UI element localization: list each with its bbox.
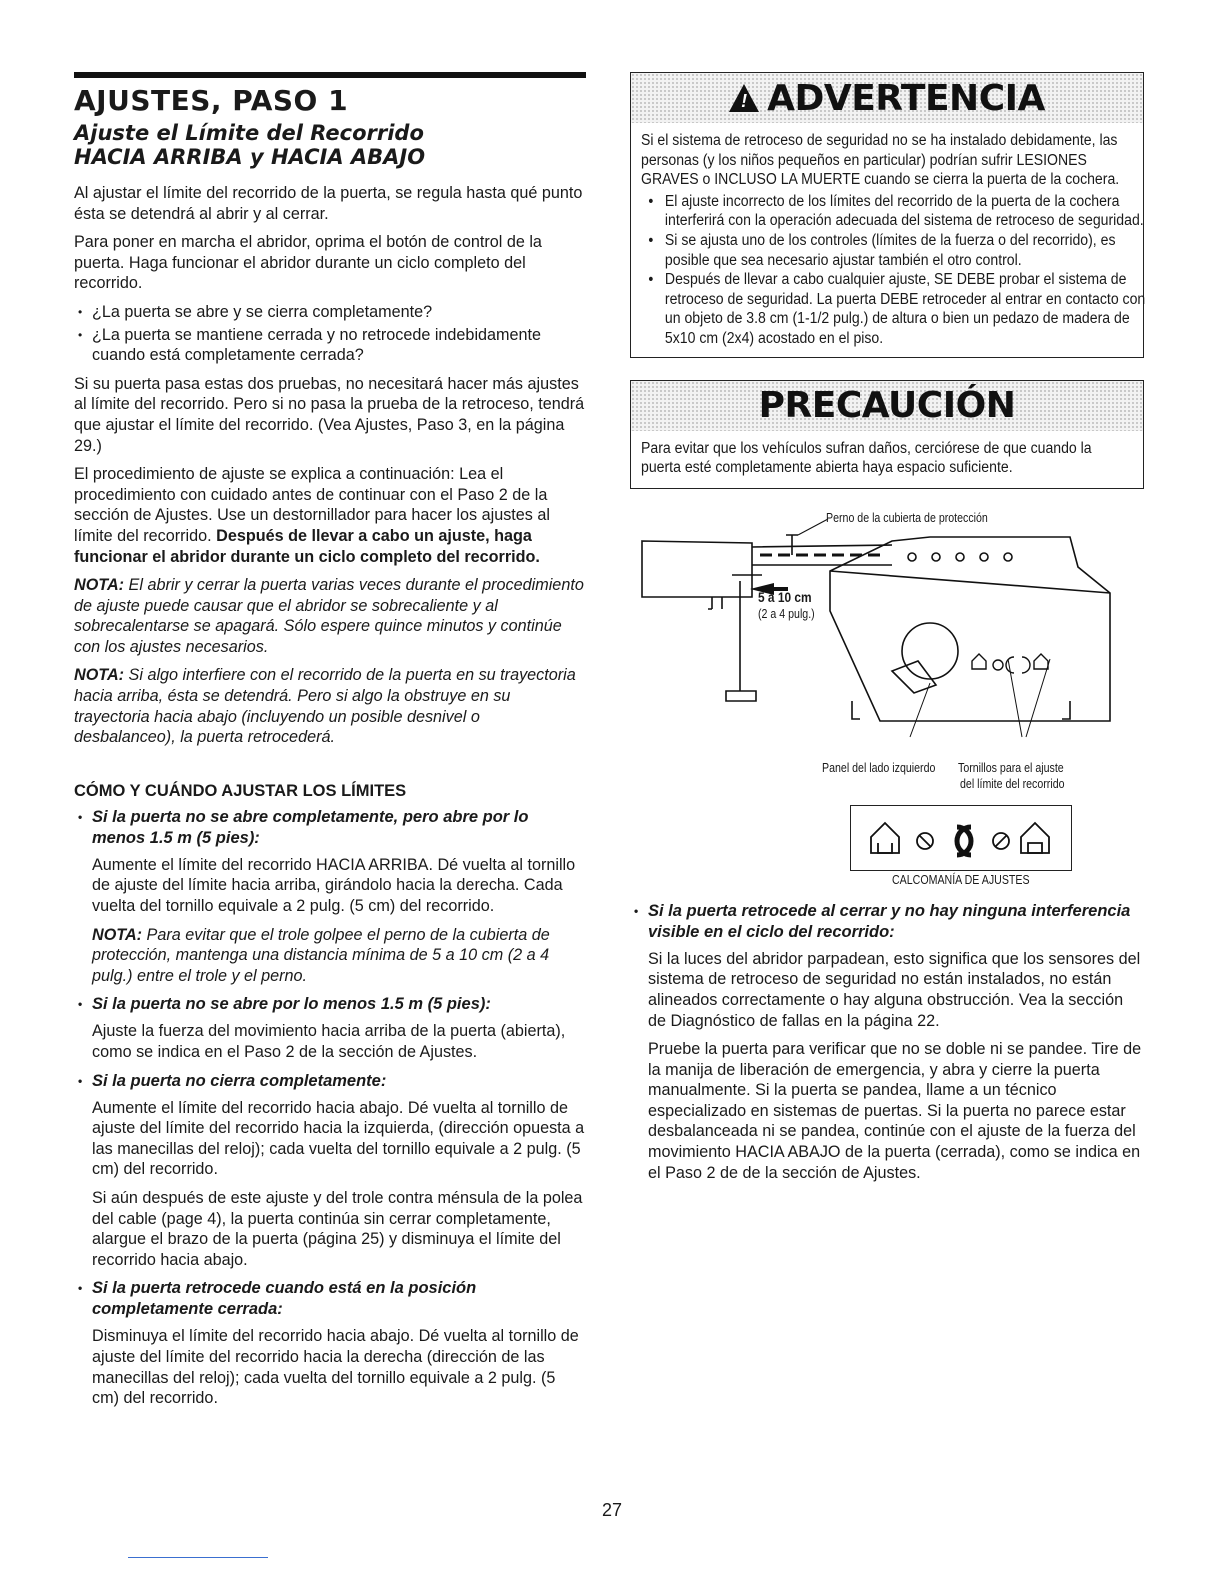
case-text: Pruebe la puerta para verificar que no se doble ni se pandee. Tire de la manija de liberación de emergencia, y abra y cierre la puerta manualmente. Si la puerta se pandea, llame a un técnico especializado en sistemas de puertas. Si la puerta no parece estar desbalanceada ni se pandea, continúe con el ajuste de la fuerza del movimiento HACIA ABAJO de la puerta (cerrada), como se indica en el Paso 2 de de la sección de Ajustes.	[648, 1040, 1142, 1182]
list-item: • ¿La puerta se mantiene cerrada y no retrocede indebidamente cuando está completamente cerrada?	[74, 325, 586, 366]
case-reverses-closed	[74, 1278, 586, 1408]
case-reverses-closing	[630, 901, 1144, 1184]
note-overheat	[74, 575, 586, 657]
case-title: • Si la puerta no se abre completamente, pero abre por lo menos 1.5 m (5 pies):	[92, 807, 586, 849]
note-text: Para evitar que el trole golpee el perno de la cubierta de protección, mantenga una distancia mínima de 5 a 10 cm (2 a 4 pulg.) entre el trole y el perno.	[92, 925, 550, 985]
page-number: 27	[601, 1500, 623, 1520]
opener-illustration	[630, 511, 1144, 761]
caution-text: Para evitar que los vehículos sufran daños, cerciórese de que cuando la puerta esté completamente abierta haya espacio suficiente.	[641, 439, 1092, 477]
warning-title: ADVERTENCIA	[767, 77, 1045, 119]
subtitle-line-1: Ajuste el Límite del Recorrido	[74, 121, 424, 145]
right-column	[630, 72, 1144, 1191]
case-text: Ajuste la fuerza del movimiento hacia arriba de la puerta (abierta), como se indica en el Paso 2 de la sección de Ajustes.	[92, 1022, 566, 1061]
caution-body	[631, 431, 1143, 488]
caution-title: PRECAUCIÓN	[758, 385, 1016, 427]
limit-adjust-decal-icon	[861, 813, 1061, 863]
case-title: • Si la puerta no se abre por lo menos 1.5 m (5 pies):	[92, 994, 586, 1015]
warning-intro: Si el sistema de retroceso de seguridad no se ha instalado debidamente, las personas (y los niños pequeños en particular) podrían sufrir LESIONES GRAVES o INCLUSO LA MUERTE cuando se cierra la puerta de la cochera.	[641, 132, 1120, 189]
case-not-fully-open	[74, 807, 586, 987]
caution-box	[630, 380, 1144, 489]
procedure-emphasis: Después de llevar a cabo un ajuste, haga funcionar el abridor durante un ciclo completo del recorrido.	[74, 526, 540, 566]
note-label: NOTA:	[92, 925, 143, 944]
note-label: NOTA:	[74, 576, 125, 595]
opener-diagram	[630, 511, 1144, 801]
list-item: • Si se ajusta uno de los controles (límites de la fuerza o del recorrido), es posible que sea necesario ajustar también el otro control.	[641, 231, 1154, 270]
case-title: • Si la puerta retrocede al cerrar y no hay ninguna interferencia visible en el ciclo del recorrido:	[648, 901, 1144, 943]
warning-header	[631, 73, 1143, 123]
list-item: • El ajuste incorrecto de los límites del recorrido de la puerta de la cochera interferirá con la operación adecuada del sistema de retroceso de seguridad.	[641, 192, 1154, 231]
section-subtitle	[74, 121, 586, 169]
bolt-label: Perno de la cubierta de protección	[826, 510, 988, 525]
note-text: El abrir y cerrar la puerta varias veces durante el procedimiento de ajuste puede causar que el abridor se sobrecaliente y al sobrecalentarse se apagará. Sólo espere quince minutos y continúe con los ajustes necesarios.	[74, 576, 584, 656]
title-rule	[74, 72, 586, 78]
case-text: Aumente el límite del recorrido hacia abajo. Dé vuelta al tornillo de ajuste del límite del recorrido hacia la izquierda, (dirección opuesta a las manecillas del reloj); cada vuelta del tornillo equivale a 2 pulg. (5 cm) del recorrido.	[92, 1098, 585, 1179]
list-item: • ¿La puerta se abre y se cierra completamente?	[74, 302, 586, 323]
distance-cm-label: 5 a 10 cm	[758, 588, 812, 605]
case-note	[92, 925, 586, 987]
procedure-text: El procedimiento de ajuste se explica a continuación: Lea el procedimiento con cuidado antes de continuar con el Paso 2 de la sección de Ajustes. Use un destornillador para hacer los ajustes al límite del recorrido.	[74, 465, 550, 545]
case-not-close	[74, 1071, 586, 1271]
list-item: • Después de llevar a cabo cualquier ajuste, SE DEBE probar el sistema de retroceso de seguridad. La puerta DEBE retroceder al entrar en contacto con un objeto de 3.8 cm (1-1/2 pulg.) de altura o bien un pedazo de madera de 5x10 cm (2x4) acostado en el piso.	[641, 270, 1154, 348]
warning-list	[641, 192, 1146, 349]
caution-header	[631, 381, 1143, 431]
note-label: NOTA:	[74, 666, 125, 685]
subtitle-line-2: HACIA ARRIBA y HACIA ABAJO	[74, 145, 426, 169]
case-text: Disminuya el límite del recorrido hacia abajo. Dé vuelta al tornillo de ajuste del límite del recorrido hacia la derecha (dirección de las manecillas del reloj); cada vuelta del tornillo equivale a 2 pulg. (5 cm) del recorrido.	[92, 1327, 579, 1408]
limits-heading: CÓMO Y CUÁNDO AJUSTAR LOS LÍMITES	[74, 781, 407, 800]
case-text: Si aún después de este ajuste y del trole contra ménsula de la polea del cable (page 4), la puerta continúa sin cerrar completamente, alargue el brazo de la puerta (página 25) y disminuya el límite del recorrido hacia abajo.	[92, 1188, 583, 1269]
footer-line	[128, 1557, 268, 1558]
adjustment-decal	[850, 805, 1072, 871]
procedure-paragraph	[74, 464, 586, 567]
page-title: AJUSTES, PASO 1	[74, 84, 349, 117]
case-title: • Si la puerta no cierra completamente:	[92, 1071, 586, 1092]
case-text: Aumente el límite del recorrido HACIA ARRIBA. Dé vuelta al tornillo de ajuste del límite hacia arriba, girándolo hacia la derecha. Cada vuelta del tornillo equivale a 2 pulg. (5 cm) del recorrido.	[92, 855, 576, 916]
screws-label-line2: del límite del recorrido	[960, 776, 1065, 791]
decal-caption: CALCOMANÍA DE AJUSTES	[892, 872, 1030, 887]
warning-box	[630, 72, 1144, 358]
warning-triangle-icon	[729, 84, 759, 112]
note-text: Si algo interfiere con el recorrido de la puerta en su trayectoria hacia arriba, ésta se detendrá. Pero si algo la obstruye en su trayectoria hacia abajo (incluyendo un posible desnivel o desbalanceo), la puerta retrocederá.	[74, 666, 576, 747]
intro-paragraph: Al ajustar el límite del recorrido de la puerta, se regula hasta qué punto ésta se detendrá al abrir y al cerrar.	[74, 184, 583, 223]
test-questions	[74, 302, 586, 366]
case-not-open-min	[74, 994, 586, 1062]
result-paragraph: Si su puerta pasa estas dos pruebas, no necesitará hacer más ajustes al límite del recorrido. Pero si no pasa la prueba de la retroceso, tendrá que ajustar el límite del recorrido. (Vea Ajustes, Paso 3, en la página 29.)	[74, 374, 585, 455]
operate-paragraph: Para poner en marcha el abridor, oprima el botón de control de la puerta. Haga funcionar el abridor durante un ciclo completo del recorrido.	[74, 233, 542, 293]
distance-in-label: (2 a 4 pulg.)	[758, 606, 815, 621]
case-title: • Si la puerta retrocede cuando está en la posición completamente cerrada:	[92, 1278, 586, 1320]
panel-label: Panel del lado izquierdo	[822, 760, 936, 775]
case-text: Si la luces del abridor parpadean, esto significa que los sensores del sistema de retroceso de seguridad no están instalados, no están alineados correctamente o hay alguna obstrucción. Vea la sección de Diagnóstico de fallas en la página 22.	[648, 949, 1141, 1030]
left-column	[74, 72, 586, 1417]
screws-label-line1: Tornillos para el ajuste	[958, 760, 1064, 775]
note-obstruction	[74, 665, 586, 747]
warning-body	[631, 123, 1146, 357]
